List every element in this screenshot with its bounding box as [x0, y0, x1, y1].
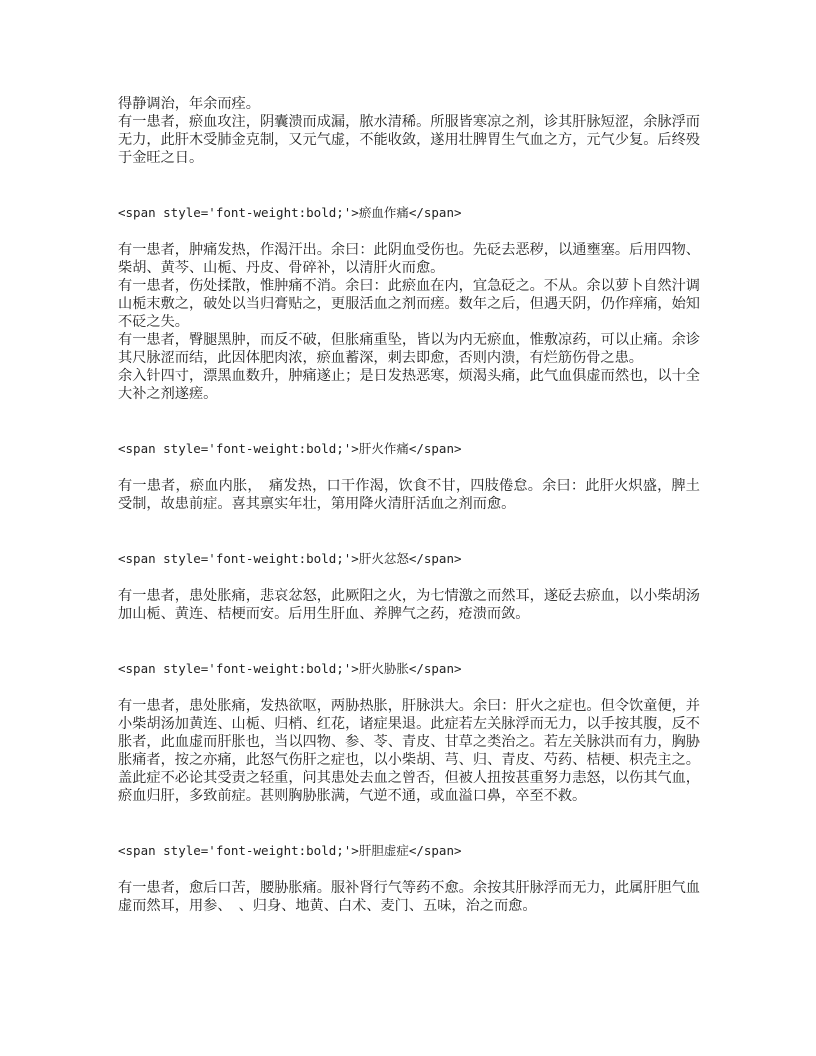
- section-paragraph: 有一患者，愈后口苦，腰胁胀痛。服补肾行气等药不愈。余按其肝脉浮而无力，此属肝胆气血虚而然耳，用参、 、归身、地黄、白术、麦门、五味，治之而愈。: [118, 880, 700, 914]
- section-paragraph: 有一患者，臀腿黑肿，而反不破，但胀痛重坠，皆以为内无瘀血，惟敷凉药，可以止痛。余诊其尺脉涩而结，此因体肥肉浓，瘀血蓄深，刺去即愈，否则内溃，有烂筋伤骨之患。: [118, 332, 700, 366]
- intro-paragraph: 得静调治，年余而痊。: [118, 96, 260, 112]
- section-heading-ganhuo-zuotong: <span style='font-weight:bold;'>肝火作痛</span>: [118, 441, 462, 456]
- section-heading-yuxue-zuotong: <span style='font-weight:bold;'>瘀血作痛</span>: [118, 205, 462, 220]
- section-paragraph: 有一患者，患处胀痛，悲哀忿怒，此厥阳之火，为七情激之而然耳，遂砭去瘀血，以小柴胡汤加山栀、黄连、桔梗而安。后用生肝血、养脾气之药，疮溃而敛。: [118, 588, 700, 622]
- section-paragraph: 有一患者，瘀血内胀， 痛发热，口干作渴，饮食不甘，四肢倦怠。余曰：此肝火炽盛，脾土受制，故患前症。喜其禀实年壮，第用降火清肝活血之剂而愈。: [118, 478, 700, 512]
- document-page: [118, 95, 700, 915]
- section-paragraph: 余入针四寸，漂黑血数升，肿痛遂止；是日发热恶寒，烦渴头痛，此气血俱虚而然也，以十全大补之剂遂瘥。: [118, 368, 700, 402]
- section-paragraph: 有一患者，伤处揉散，惟肿痛不消。余曰：此瘀血在内，宜急砭之。不从。余以萝卜自然汁调山栀末敷之，破处以当归膏贴之，更服活血之剂而瘥。数年之后，但遇天阴，仍作痒痛，始知不砭之失。: [118, 278, 700, 330]
- section-paragraph: 有一患者，肿痛发热，作渴汗出。余曰：此阴血受伤也。先砭去恶秽，以通壅塞。后用四物、柴胡、黄芩、山栀、丹皮、骨碎补，以清肝火而愈。: [118, 242, 700, 276]
- section-heading-ganhuo-fennu: <span style='font-weight:bold;'>肝火忿怒</span>: [118, 551, 462, 566]
- intro-paragraph: 有一患者，瘀血攻注，阴囊溃而成漏，脓水清稀。所服皆寒凉之剂，诊其肝脉短涩，余脉浮而无力，此肝木受肺金克制，又元气虚，不能收敛，遂用壮脾胃生气血之方，元气少复。后终殁于金旺之日。: [118, 114, 700, 166]
- section-heading-ganhuo-xiezhang: <span style='font-weight:bold;'>肝火胁胀</span>: [118, 661, 462, 676]
- section-paragraph: 有一患者，患处胀痛，发热欲呕，两胁热胀，肝脉洪大。余曰：肝火之症也。但令饮童便，并小柴胡汤加黄连、山栀、归梢、红花，诸症果退。此症若左关脉浮而无力，以手按其腹，反不胀者，此血虚而肝胀也，当以四物、参、苓、青皮、甘草之类治之。若左关脉洪而有力，胸胁胀痛者，按之亦痛，此怒气伤肝之症也，以小柴胡、芎、归、青皮、芍药、桔梗、枳壳主之。盖此症不必论其受责之轻重，问其患处去血之曾否，但被人扭按甚重努力恚怒，以伤其气血，瘀血归肝，多致前症。甚则胸胁胀满，气逆不通，或血溢口鼻，卒至不救。: [118, 698, 700, 804]
- section-heading-gandan-xuzheng: <span style='font-weight:bold;'>肝胆虚症</span>: [118, 843, 462, 858]
